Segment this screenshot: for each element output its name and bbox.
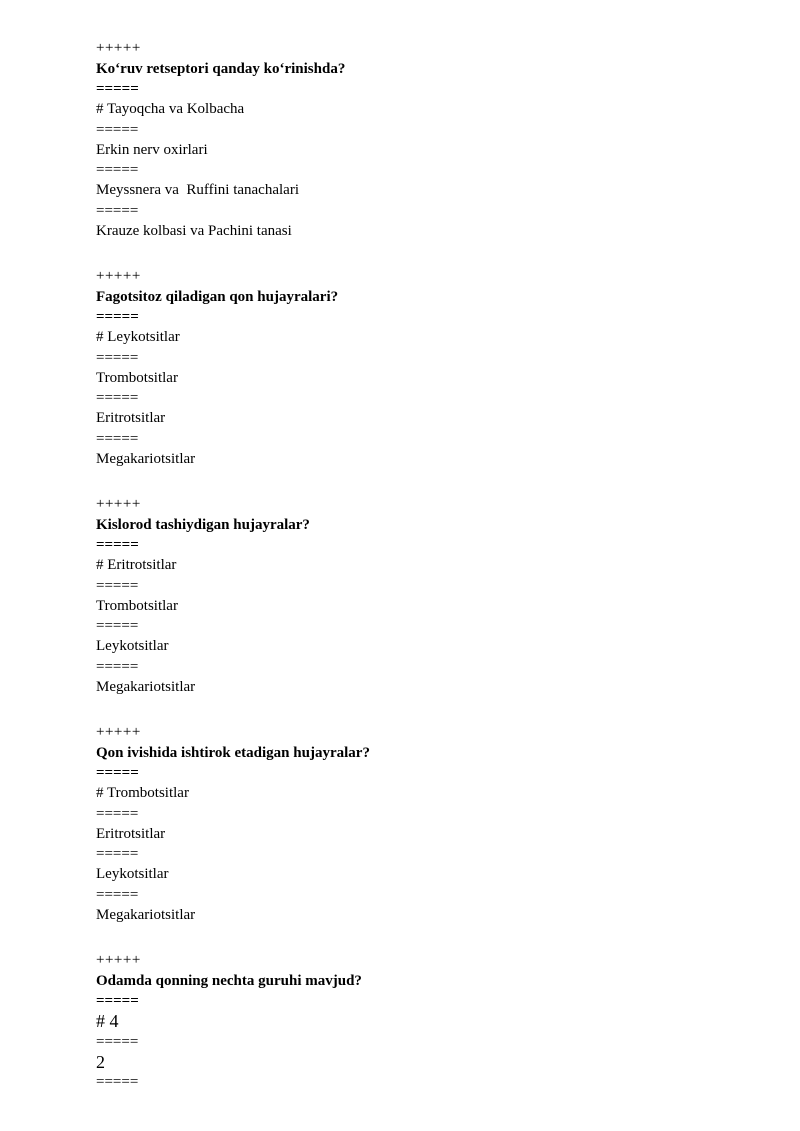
- option: Erkin nerv oxirlari: [96, 141, 208, 158]
- option-separator: =====: [96, 537, 139, 553]
- option: Trombotsitlar: [96, 369, 178, 386]
- option: Trombotsitlar: [96, 597, 178, 614]
- option: Megakariotsitlar: [96, 678, 196, 695]
- option-separator: =====: [96, 805, 139, 822]
- option: Eritrotsitlar: [96, 410, 166, 426]
- question-block-5: [96, 950, 736, 1091]
- option: Leykotsitlar: [96, 638, 169, 654]
- option-separator: =====: [96, 1074, 139, 1090]
- option-separator: =====: [96, 1033, 139, 1050]
- option: Meyssnera va Ruffini tanachalari: [96, 182, 299, 198]
- option-separator: =====: [96, 309, 139, 325]
- question-text: Ko‘ruv retseptori qanday ko‘rinishda?: [96, 61, 346, 77]
- option-separator: =====: [96, 121, 139, 138]
- correct-option: # 4: [96, 1011, 119, 1031]
- option: Megakariotsitlar: [96, 906, 196, 923]
- correct-option: # Trombotsitlar: [96, 785, 189, 801]
- test-document: [96, 38, 736, 1091]
- option: Eritrotsitlar: [96, 825, 166, 842]
- option-separator: =====: [96, 349, 139, 366]
- correct-option: # Leykotsitlar: [96, 329, 180, 345]
- option-separator: =====: [96, 430, 139, 447]
- option-separator: =====: [96, 81, 139, 97]
- question-block-1: [96, 38, 736, 266]
- question-block-3: [96, 494, 736, 722]
- option: 2: [96, 1051, 105, 1072]
- option-separator: =====: [96, 162, 139, 178]
- correct-option: # Eritrotsitlar: [96, 557, 177, 573]
- option-separator: =====: [96, 390, 139, 406]
- question-marker: +++++: [96, 496, 141, 512]
- option-separator: =====: [96, 993, 139, 1009]
- question-text: Kislorod tashiydigan hujayralar?: [96, 517, 310, 533]
- option: Leykotsitlar: [96, 866, 169, 882]
- question-marker: +++++: [96, 952, 141, 968]
- option-separator: =====: [96, 765, 139, 781]
- question-marker: +++++: [96, 40, 141, 56]
- question-text: Fagotsitoz qiladigan qon hujayralari?: [96, 289, 339, 305]
- option: Megakariotsitlar: [96, 450, 196, 467]
- question-marker: +++++: [96, 268, 141, 284]
- option-separator: =====: [96, 886, 139, 903]
- option-separator: =====: [96, 658, 139, 675]
- question-block-4: [96, 722, 736, 950]
- question-marker: +++++: [96, 724, 141, 740]
- question-text: Odamda qonning nechta guruhi mavjud?: [96, 973, 362, 989]
- correct-option: # Tayoqcha va Kolbacha: [96, 101, 245, 117]
- option-separator: =====: [96, 618, 139, 634]
- option: Krauze kolbasi va Pachini tanasi: [96, 222, 292, 239]
- question-block-2: [96, 266, 736, 494]
- question-text: Qon ivishida ishtirok etadigan hujayralar?: [96, 745, 370, 761]
- option-separator: =====: [96, 202, 139, 219]
- option-separator: =====: [96, 577, 139, 594]
- option-separator: =====: [96, 846, 139, 862]
